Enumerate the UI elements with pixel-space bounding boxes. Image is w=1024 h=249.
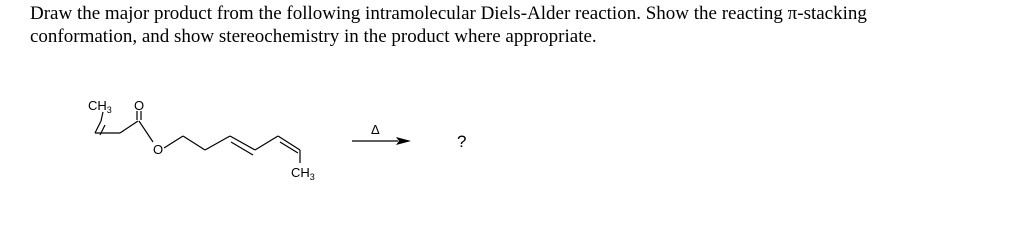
question-line-2: conformation, and show stereochemistry in the product where appropriate.	[30, 26, 597, 47]
ester-oxygen-label: O	[153, 142, 164, 157]
alkene-bond	[95, 121, 101, 133]
diene-double-bond-1-inner	[231, 142, 253, 155]
product-unknown-mark: ?	[457, 132, 467, 151]
reactant-structure	[88, 98, 315, 182]
carbonyl-ester-bond	[139, 121, 153, 142]
methyl-bottom-label: $CH_3$	[291, 165, 315, 182]
chain-bond-2	[205, 136, 230, 150]
methyl-top-bond	[101, 112, 103, 121]
ester-oxygen-bond	[164, 136, 183, 148]
carbonyl-oxygen-label: O	[134, 98, 145, 113]
question-line-1: Draw the major product from the following intramolecular Diels-Alder reaction. Show the reacting π-stacking	[30, 3, 867, 24]
chain-bond-1	[183, 136, 205, 150]
diene-single-bond	[255, 136, 278, 150]
alpha-carbonyl-bond	[120, 121, 138, 133]
methyl-top-label: $CH_3$	[88, 98, 112, 115]
reaction-arrow	[352, 122, 411, 145]
arrow-head	[396, 137, 411, 145]
heat-symbol: Δ	[371, 122, 380, 137]
